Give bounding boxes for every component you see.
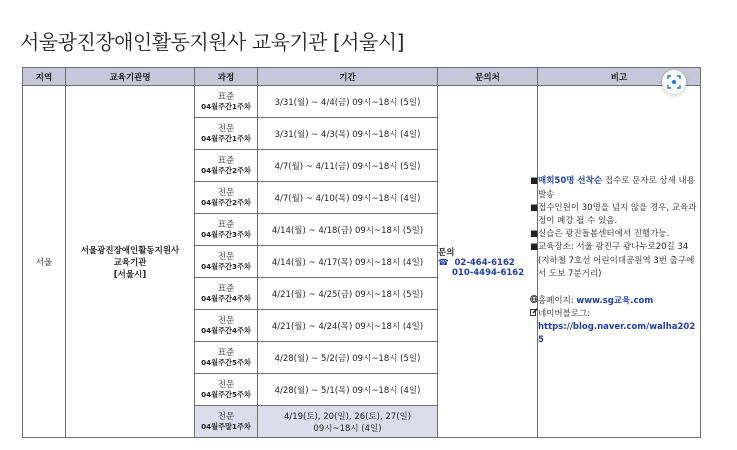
bullet-icon: ■ — [530, 176, 539, 187]
phone-icon: ☎ — [438, 257, 449, 268]
course-cell — [195, 150, 258, 182]
course-week: 04월주간3주차 — [201, 262, 251, 272]
blog-label: 네이버블로그: — [538, 309, 591, 320]
table-header-row — [23, 68, 701, 86]
header-notes: 비고 — [538, 68, 701, 86]
course-week: 04월주간3주차 — [201, 230, 251, 240]
course-week: 04월주간2주차 — [201, 198, 251, 208]
note-2-text: 접수인원이 30명을 넘지 않을 경우, 교육과정이 폐강 될 수 있음. — [538, 202, 697, 226]
header-period: 기간 — [258, 68, 438, 86]
note-4 — [530, 241, 700, 281]
course-level: 표준 — [217, 283, 235, 294]
note-3 — [530, 228, 700, 241]
course-cell — [195, 374, 258, 406]
table-row — [23, 86, 701, 118]
contact-label: 문의 — [438, 247, 455, 258]
note-1-highlight: 매회50명 선착순 — [538, 176, 603, 187]
homepage-line — [538, 295, 700, 308]
course-level: 전문 — [217, 315, 235, 326]
bullet-icon: ■ — [530, 202, 539, 213]
note-2 — [530, 202, 700, 228]
course-week: 04월주간4주차 — [201, 326, 251, 336]
institution-name: 서울광진장애인활동지원사 — [80, 245, 180, 256]
course-level: 표준 — [217, 155, 235, 166]
homepage-link[interactable]: www.sg교육.com — [576, 295, 654, 306]
blog-line — [538, 308, 700, 321]
page-title: 서울광진장애인활동지원사 교육기관 [서울시] — [20, 30, 404, 54]
contact-phone-2[interactable]: 010-4494-6162 — [452, 267, 525, 278]
header-contact: 문의처 — [438, 68, 538, 86]
course-cell — [195, 182, 258, 214]
period-cell: 4/21(월) ~ 4/25(금) 09시~18시 (5일) — [258, 278, 438, 310]
lens-search-icon[interactable] — [662, 70, 686, 94]
course-level: 전문 — [217, 251, 235, 262]
course-level: 표준 — [217, 91, 235, 102]
period-cell: 4/14(월) ~ 4/17(목) 09시~18시 (4일) — [258, 246, 438, 278]
course-level: 표준 — [217, 347, 235, 358]
header-region: 지역 — [23, 68, 66, 86]
course-level: 전문 — [217, 411, 235, 422]
course-cell — [195, 342, 258, 374]
region-cell: 서울 — [23, 86, 66, 438]
header-institution: 교육기관명 — [66, 68, 195, 86]
note-1 — [530, 175, 700, 201]
course-cell — [195, 278, 258, 310]
period-line-2: 09시~18시 (4일) — [313, 423, 382, 434]
blog-link[interactable]: https://blog.naver.com/walha2025 — [538, 322, 696, 346]
note-1-text: 접수로 문자로 상세 내용 발송 — [538, 176, 695, 200]
period-cell: 4/7(월) ~ 4/10(목) 09시~18시 (4일) — [258, 182, 438, 214]
institution-type: 교육기관 — [113, 257, 147, 268]
course-cell — [195, 310, 258, 342]
institution-cell — [66, 86, 195, 438]
institution-city: [서울시] — [113, 269, 147, 280]
note-3-text: 실습은 광진돌봄센터에서 진행가능. — [538, 229, 670, 240]
bullet-icon: ■ — [530, 242, 539, 253]
contact-cell — [438, 86, 538, 438]
course-cell — [195, 118, 258, 150]
course-level: 표준 — [217, 219, 235, 230]
course-week: 04월주간2주차 — [201, 166, 251, 176]
globe-icon — [530, 295, 538, 308]
period-cell: 4/21(월) ~ 4/24(목) 09시~18시 (4일) — [258, 310, 438, 342]
period-cell — [258, 406, 438, 438]
course-week: 04월주간1주차 — [201, 134, 251, 144]
bullet-icon: ■ — [530, 229, 539, 240]
period-cell: 4/14(월) ~ 4/18(금) 09시~18시 (5일) — [258, 214, 438, 246]
header-course: 과정 — [195, 68, 258, 86]
period-cell: 4/28(월) ~ 5/1(목) 09시~18시 (4일) — [258, 374, 438, 406]
schedule-table — [22, 67, 701, 438]
contact-phone-1[interactable]: 02-464-6162 — [454, 257, 515, 268]
homepage-label: 홈페이지: — [538, 295, 577, 306]
course-week: 04월주말1주차 — [201, 422, 251, 432]
course-week: 04월주간1주차 — [201, 102, 251, 112]
course-level: 전문 — [217, 187, 235, 198]
period-line-1: 4/19(토), 20(일), 26(토), 27(일) — [283, 411, 412, 422]
course-week: 04월주간4주차 — [201, 294, 251, 304]
course-cell — [195, 86, 258, 118]
period-cell: 3/31(월) ~ 4/4(금) 09시~18시 (5일) — [258, 86, 438, 118]
note-4-text: 교육장소: 서울 광진구 광나누로20길 34 (지하철 7호선 어린이대공원역 3번 출구에서 도보 7분거리) — [538, 242, 695, 279]
course-cell — [195, 214, 258, 246]
period-cell: 4/7(월) ~ 4/11(금) 09시~18시 (5일) — [258, 150, 438, 182]
course-level: 전문 — [217, 379, 235, 390]
course-week: 04월주간5주차 — [201, 390, 251, 400]
pencil-icon — [530, 308, 538, 321]
notes-cell — [530, 86, 701, 438]
course-week: 04월주간5주차 — [201, 358, 251, 368]
course-cell — [195, 246, 258, 278]
course-cell — [195, 406, 258, 438]
period-cell: 4/28(월) ~ 5/2(금) 09시~18시 (5일) — [258, 342, 438, 374]
period-cell: 3/31(월) ~ 4/3(목) 09시~18시 (4일) — [258, 118, 438, 150]
course-level: 전문 — [217, 123, 235, 134]
